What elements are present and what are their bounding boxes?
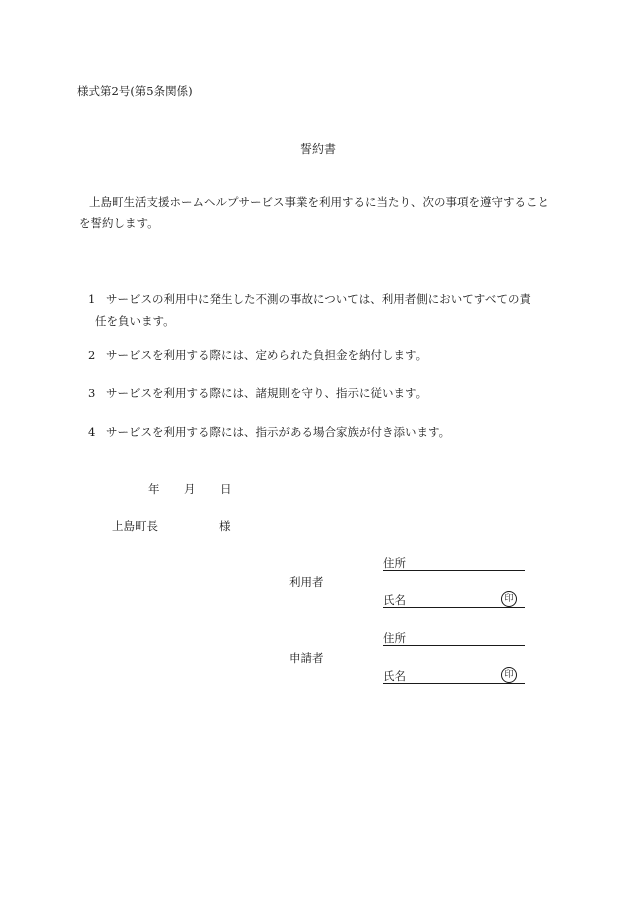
user-role-label: 利用者 [289,575,324,589]
item-text: サービスの利用中に発生した不測の事故については、利用者側においてすべての責 [106,292,532,306]
item-text: サービスを利用する際には、定められた負担金を納付します。 [106,348,428,362]
list-item [88,347,427,363]
item-text: サービスを利用する際には、諸規則を守り、指示に従います。 [106,386,428,400]
intro-paragraph: 上島町生活支援ホームヘルプサービス事業を利用するに当たり、次の事項を遵守することを誓約します。 [79,195,549,230]
date-year-label: 年 [148,482,160,496]
date-day-label: 日 [220,482,232,496]
seal-icon: 印 [501,667,517,683]
item-number: 3 [88,386,96,400]
item-text-continued: 任を負います。 [95,314,175,328]
seal-icon: 印 [501,591,517,607]
applicant-role-label: 申請者 [289,651,324,665]
item-number: 1 [88,292,96,306]
document-title [0,140,630,157]
user-address-label: 住所 [383,556,406,570]
item-text: サービスを利用する際には、指示がある場合家族が付き添います。 [106,425,451,439]
item-number: 4 [88,425,96,439]
user-name-field[interactable] [383,592,525,608]
item-number: 2 [88,348,96,362]
title-text: 誓約書 [299,142,336,156]
applicant-name-label: 氏名 [383,669,406,683]
form-number: 様式第2号(第5条関係) [77,84,193,98]
applicant-name-field[interactable] [383,668,525,684]
user-name-label: 氏名 [383,593,406,607]
list-item [88,291,531,329]
user-address-field[interactable] [383,555,525,571]
addressee-honorific: 様 [219,519,231,533]
applicant-address-field[interactable] [383,630,525,646]
list-item [88,424,450,440]
addressee-name: 上島町長 [112,519,158,533]
applicant-address-label: 住所 [383,631,406,645]
list-item [88,385,427,401]
date-month-label: 月 [184,482,196,496]
